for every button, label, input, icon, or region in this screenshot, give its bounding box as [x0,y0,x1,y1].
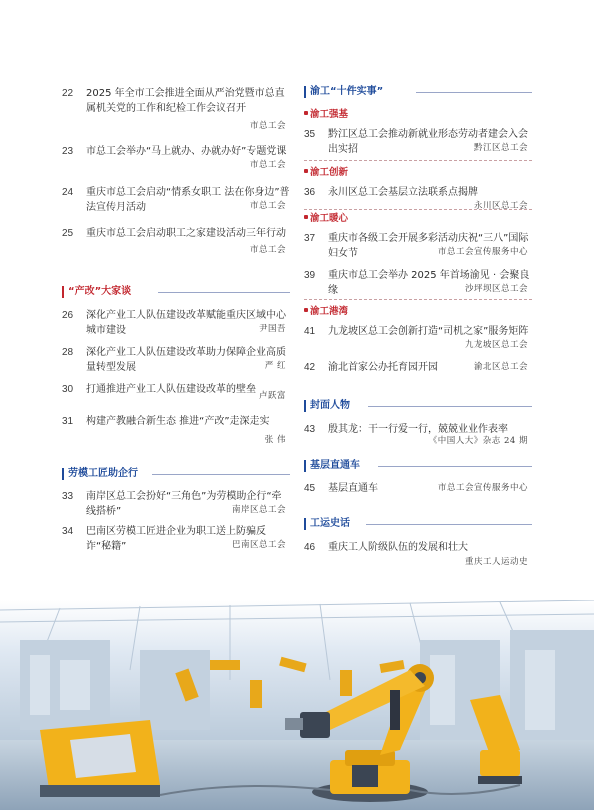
page-number: 42 [304,362,316,373]
section-bar [304,518,306,530]
section-header-shijian [304,84,532,100]
section-header-gongyun [304,516,532,532]
bullet-icon [304,169,308,173]
page-number: 28 [62,347,74,358]
article-source: 市总工会 [249,121,286,131]
article-source: 《中国人大》杂志 24 期 [428,436,528,446]
section-title: 工运史话 [310,518,350,529]
dashed-divider [304,299,532,300]
article-title: 永川区总工会基层立法联系点揭牌 [328,187,478,198]
article-source: 卢跃富 [258,391,286,401]
article-title: 重庆市各级工会开展多彩活动庆祝“三八”国际妇女节 [328,233,529,259]
article-title: 重庆市总工会举办 2025 年首场渝见 · 会聚良缘 [328,270,530,296]
page-number: 30 [62,384,74,395]
article-source: 张 伟 [264,435,286,445]
article-source: 尹国吾 [258,324,286,334]
article-title: 巴南区劳模工匠进企业为职工送上防骗反诈“秘籍” [86,526,266,552]
section-rule [368,406,532,407]
dashed-divider [304,209,532,210]
page-number: 46 [304,542,316,553]
article-source: 巴南区总工会 [231,540,286,550]
article-title: 基层直通车 [328,483,378,494]
section-header-cover [304,398,532,414]
article-source: 黔江区总工会 [473,143,528,153]
section-title: 基层直通车 [310,460,360,471]
article-title: 渝北首家公办托育园开园 [328,362,438,373]
section-header-gaige [62,284,290,300]
page-number: 43 [304,424,316,435]
article-title: 九龙坡区总工会创新打造“司机之家”服务矩阵 [328,326,529,337]
article-title: 南岸区总工会扮好“三角色”为劳模助企行“牵线搭桥” [86,491,282,517]
bullet-icon [304,308,308,312]
bullet-icon [304,111,308,115]
article-source: 南岸区总工会 [231,505,286,515]
article-source: 九龙坡区总工会 [464,340,528,350]
factory-robot-photo [0,600,594,810]
page-number: 37 [304,233,316,244]
section-header-jiceng [304,458,532,474]
page-number: 41 [304,326,316,337]
article-title: 市总工会举办“马上就办、办就办好”专题党课 [86,146,287,157]
article-source: 严 红 [264,361,286,371]
section-bar [304,400,306,412]
article-source: 沙坪坝区总工会 [464,284,528,294]
article-title: 构建产教融合新生态 推进“产改”走深走实 [86,416,270,427]
section-rule [366,524,532,525]
section-bar [62,468,64,480]
article-title: 殷其龙：干一行爱一行，兢兢业业作表率 [328,424,508,435]
article-title: 打通推进产业工人队伍建设改革的壁垒 [86,384,256,395]
section-title: 封面人物 [310,400,350,411]
page-number: 24 [62,187,74,198]
section-rule [152,474,290,475]
page-number: 35 [304,129,316,140]
page-number: 39 [304,270,316,281]
article-source: 市总工会 [249,160,286,170]
page-number: 45 [304,483,316,494]
section-title: 渝工“十件实事” [310,86,384,97]
robot-arm-illustration [0,600,594,810]
article-title: 深化产业工人队伍建设改革赋能重庆区域中心城市建设 [86,310,286,336]
subsection-label: 渝工强基 [304,108,348,121]
page-number: 23 [62,146,74,157]
page-number: 22 [62,88,74,99]
article-source: 市总工会宣传服务中心 [437,247,528,257]
subsection-label: 渝工暖心 [304,212,348,225]
section-rule [416,92,532,93]
article-title: 2025 年全市工会推进全面从严治党暨市总直属机关党的工作和纪检工作会议召开 [86,88,285,114]
page-number: 25 [62,228,74,239]
article-source: 市总工会 [249,201,286,211]
article-source: 市总工会 [249,245,286,255]
page-number: 31 [62,416,74,427]
section-bar [304,86,306,98]
article-title: 重庆市总工会启动“情系女职工 法在你身边”普法宣传月活动 [86,187,290,213]
section-title: “产改”大家谈 [68,286,132,297]
section-bar [62,286,64,298]
article-title: 重庆工人阶级队伍的发展和壮大 [328,542,468,553]
section-header-laomo [62,466,290,482]
page-number: 33 [62,491,74,502]
page-number: 26 [62,310,74,321]
dashed-divider [304,160,532,161]
section-rule [158,292,290,293]
article-source: 渝北区总工会 [473,362,528,372]
section-title: 劳模工匠助企行 [68,468,138,479]
article-source: 重庆工人运动史 [464,557,528,567]
article-source: 永川区总工会 [473,201,528,211]
article-title: 深化产业工人队伍建设改革助力保障企业高质量转型发展 [86,347,286,373]
bullet-icon [304,215,308,219]
article-title: 重庆市总工会启动职工之家建设活动三年行动 [86,228,286,239]
page-number: 36 [304,187,316,198]
subsection-label: 渝工港湾 [304,305,348,318]
section-rule [378,466,532,467]
page-number: 34 [62,526,74,537]
article-title: 黔江区总工会推动新就业形态劳动者建会入会出实招 [328,129,528,155]
subsection-label: 渝工创新 [304,166,348,179]
article-source: 市总工会宣传服务中心 [437,483,528,493]
section-bar [304,460,306,472]
